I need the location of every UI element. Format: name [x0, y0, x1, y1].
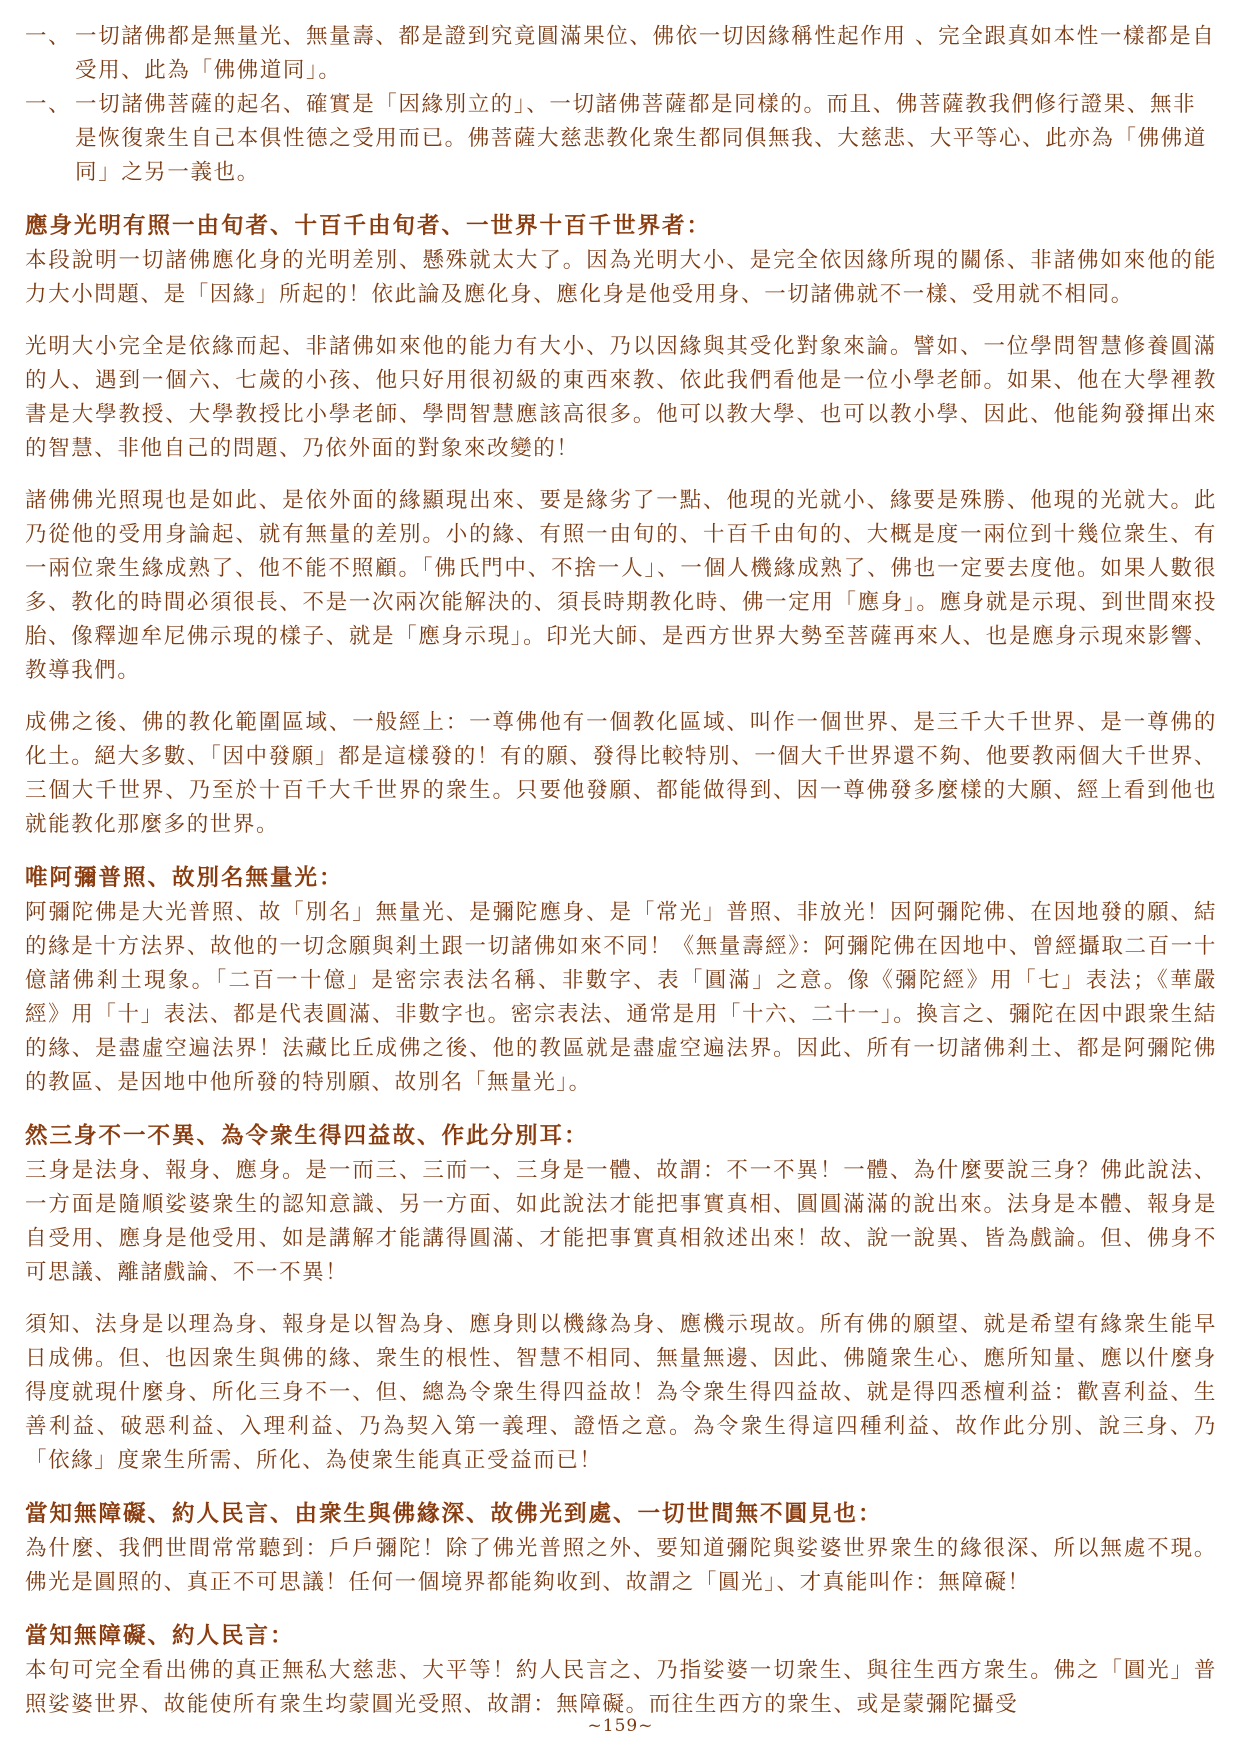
paragraph: 成佛之後、佛的教化範圍區域、一般經上：一尊佛他有一個教化區域、叫作一個世界、是三千大千世界、是一尊佛的化土。絕大多數、「因中發願」都是這樣發的！有的願、發得比較特別、一個大千世界還不夠、他要教兩個大千世界、三個大千世界、乃至於十百千大千世界的衆生。只要他發願、都能做得到、因一尊佛發多麼樣的大願、經上看到他也就能教化那麼多的世界。: [25, 710, 1217, 837]
section-no-obstruction: [25, 1498, 1217, 1600]
paragraph: 阿彌陀佛是大光普照、故「別名」無量光、是彌陀應身、是「常光」普照、非放光！因阿彌陀佛、在因地發的願、結的緣是十方法界、故他的一切念願與剎土跟一切諸佛如來不同！《無量壽經》：阿彌陀佛在因地中、曾經攝取二百一十億諸佛剎土現象。「二百一十億」是密宗表法名稱、非數字、表「圓滿」之意。像《彌陀經》用「七」表法；《華嚴經》用「十」表法、都是代表圓滿、非數字也。密宗表法、通常是用「十六、二十一」。換言之、彌陀在因中跟衆生結的緣、是盡虛空遍法界！法藏比丘成佛之後、他的教區就是盡虛空遍法界。因此、所有一切諸佛剎土、都是阿彌陀佛的教區、是因地中他所發的特別願、故別名「無量光」。: [25, 900, 1217, 1095]
paragraph: 三身是法身、報身、應身。是一而三、三而一、三身是一體、故謂：不一不異！一體、為什麼要說三身？佛此說法、一方面是隨順娑婆衆生的認知意識、另一方面、如此說法才能把事實真相、圓圓滿滿的說出來。法身是本體、報身是自受用、應身是他受用、如是講解才能講得圓滿、才能把事實真相敘述出來！故、說一說異、皆為戲論。但、佛身不可思議、離諸戲論、不一不異！: [25, 1158, 1217, 1285]
paragraph: 為什麼、我們世間常常聽到：戶戶彌陀！除了佛光普照之外、要知道彌陀與娑婆世界衆生的緣很深、所以無處不現。佛光是圓照的、真正不可思議！任何一個境界都能夠收到、故謂之「圓光」、才真能叫作：無障礙！: [25, 1536, 1217, 1595]
page-number: ~159~: [587, 1716, 654, 1736]
section-heading: 然三身不一不異、為令衆生得四益故、作此分別耳：: [25, 1123, 589, 1149]
intro-list: [25, 20, 1217, 190]
section-heading: 當知無障礙、約人民言、由衆生與佛緣深、故佛光到處、一切世間無不圓見也：: [25, 1501, 883, 1527]
document-page: [25, 20, 1217, 1722]
list-item-text: 一切諸佛都是無量光、無量壽、都是證到究竟圓滿果位、佛依一切因緣稱性起作用 、完全跟真如本性一樣都是自受用、此為「佛佛道同」。: [75, 24, 1216, 83]
list-bullet: 一、: [25, 24, 72, 49]
section-response-body-light: [25, 210, 1217, 842]
paragraph: 光明大小完全是依緣而起、非諸佛如來他的能力有大小、乃以因緣與其受化對象來論。譬如、一位學問智慧修養圓滿的人、遇到一個六、七歲的小孩、他只好用很初級的東西來教、依此我們看他是一位小學老師。如果、他在大學裡教書是大學教授、大學教授比小學老師、學問智慧應該高很多。他可以教大學、也可以教小學、因此、他能夠發揮出來的智慧、非他自己的問題、乃依外面的對象來改變的！: [25, 334, 1217, 461]
list-item: [25, 20, 1217, 88]
list-item-text: 一切諸佛菩薩的起名、確實是「因緣別立的」、一切諸佛菩薩都是同樣的。而且、佛菩薩教我們修行證果、無非是恢復衆生自己本俱性德之受用而已。佛菩薩大慈悲教化衆生都同俱無我、大慈悲、大平等心、此亦為「佛佛道同」之另一義也。: [75, 92, 1207, 185]
paragraph: 諸佛佛光照現也是如此、是依外面的緣顯現出來、要是緣劣了一點、他現的光就小、緣要是殊勝、他現的光就大。此乃從他的受用身論起、就有無量的差別。小的緣、有照一由旬的、十百千由旬的、大概是度一兩位到十幾位衆生、有一兩位衆生緣成熟了、他不能不照顧。「佛氏門中、不捨一人」、一個人機緣成熟了、佛也一定要去度他。如果人數很多、教化的時間必須很長、不是一次兩次能解決的、須長時期教化時、佛一定用「應身」。應身就是示現、到世間來投胎、像釋迦牟尼佛示現的樣子、就是「應身示現」。印光大師、是西方世界大勢至菩薩再來人、也是應身示現來影響、教導我們。: [25, 488, 1217, 683]
section-heading: 當知無障礙、約人民言：: [25, 1623, 295, 1649]
section-no-obstruction-people: [25, 1620, 1217, 1722]
paragraph: 本段說明一切諸佛應化身的光明差別、懸殊就太大了。因為光明大小、是完全依因緣所現的關係、非諸佛如來他的能力大小問題、是「因緣」所起的！依此論及應化身、應化身是他受用身、一切諸佛就不一樣、受用就不相同。: [25, 248, 1217, 307]
section-three-bodies: [25, 1120, 1217, 1478]
section-heading: 唯阿彌普照、故別名無量光：: [25, 865, 344, 891]
list-bullet: 一、: [25, 92, 72, 117]
list-item: [25, 88, 1217, 190]
section-heading: 應身光明有照一由旬者、十百千由旬者、一世界十百千世界者：: [25, 213, 712, 239]
paragraph: 須知、法身是以理為身、報身是以智為身、應身則以機緣為身、應機示現故。所有佛的願望、就是希望有緣衆生能早日成佛。但、也因衆生與佛的緣、衆生的根性、智慧不相同、無量無邊、因此、佛隨衆生心、應所知量、應以什麼身得度就現什麼身、所化三身不一、但、總為令衆生得四益故！為令衆生得四益故、就是得四悉檀利益：歡喜利益、生善利益、破惡利益、入理利益、乃為契入第一義理、證悟之意。為令衆生得這四種利益、故作此分別、說三身、乃「依緣」度衆生所需、所化、為使衆生能真正受益而已！: [25, 1312, 1217, 1473]
paragraph: 本句可完全看出佛的真正無私大慈悲、大平等！約人民言之、乃指娑婆一切衆生、與往生西方衆生。佛之「圓光」普照娑婆世界、故能使所有衆生均蒙圓光受照、故謂：無障礙。而往生西方的衆生、或是蒙彌陀攝受: [25, 1658, 1217, 1717]
section-amitabha-light: [25, 862, 1217, 1100]
